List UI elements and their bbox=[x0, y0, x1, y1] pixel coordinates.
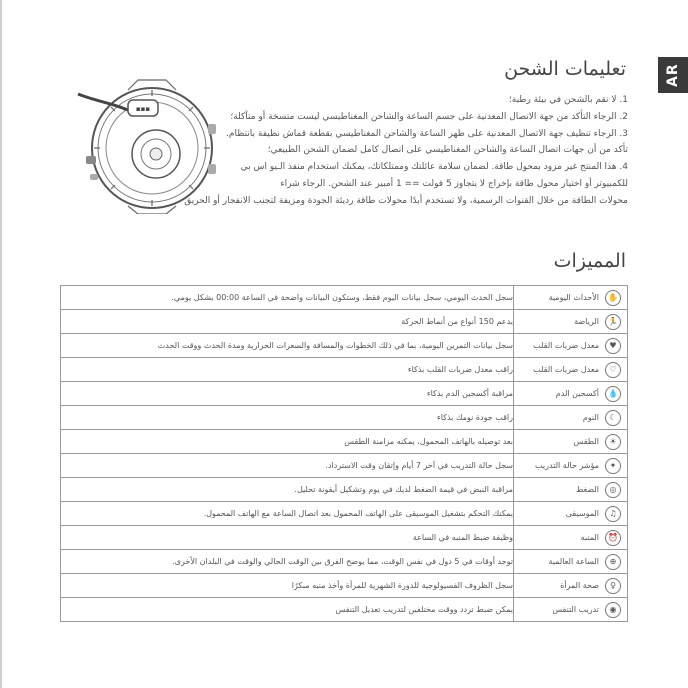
feature-name: أكسجين الدم bbox=[555, 389, 599, 398]
feature-description: سجل الظروف الفسيولوجية للدورة الشهرية للمرأة وأخذ منبه مبكرًا bbox=[61, 574, 514, 598]
feature-name: النوم bbox=[582, 413, 599, 422]
feature-description: يمكن ضبط تردد ووقت مختلفين لتدريب تعديل التنفس bbox=[61, 598, 514, 622]
charging-title: تعليمات الشحن bbox=[504, 58, 626, 80]
feature-row bbox=[61, 430, 628, 454]
feature-description: يمكنك التحكم بتشغيل الموسيقى على الهاتف المحمول بعد اتصال الساعة مع الهاتف المحمول. bbox=[61, 502, 514, 526]
instruction-line: 4. هذا المنتج غير مزود بمحول طاقة. لضمان سلامة عائلتك وممتلكاتك، يمكنك استخدام منفذ الـيو اس بي bbox=[240, 162, 628, 173]
instruction-line: 2. الرجاء التأكد من جهة الاتصال المعدنية على جسم الساعة والشاحن المغناطيسي ليست متسخة أو متآكلة؛ bbox=[230, 111, 628, 122]
feature-description: وظيفة ضبط المنبه في الساعة bbox=[61, 526, 514, 550]
heart-monitor-icon: ♡ bbox=[605, 362, 621, 378]
feature-row bbox=[61, 526, 628, 550]
feature-name: الموسيقى bbox=[565, 509, 599, 518]
feature-row bbox=[61, 334, 628, 358]
feature-name-cell bbox=[514, 310, 628, 334]
feature-row bbox=[61, 454, 628, 478]
feature-description: توجد أوقات في 5 دول في نفس الوقت، مما يوضح الفرق بين الوقت الحالي والوقت في البلدان الأخرى. bbox=[61, 550, 514, 574]
feature-name-cell bbox=[514, 502, 628, 526]
activity-icon: ✋ bbox=[605, 290, 621, 306]
feature-name-cell bbox=[514, 478, 628, 502]
feature-name: مؤشر حالة التدريب bbox=[535, 461, 599, 470]
female-health-icon: ♀ bbox=[605, 578, 621, 594]
feature-name-cell bbox=[514, 598, 628, 622]
charging-instructions bbox=[158, 92, 628, 210]
pressure-icon: ◎ bbox=[605, 482, 621, 498]
feature-name: الطقس bbox=[573, 437, 599, 446]
feature-name: المنبه bbox=[580, 533, 599, 542]
instruction-line: 1. لا تقم بالشحن في بيئة رطبة؛ bbox=[508, 95, 628, 105]
feature-description: سجل حالة التدريب في آخر 7 أيام وإتقان وقت الاسترداد. bbox=[61, 454, 514, 478]
heart-rate-icon: ♥ bbox=[605, 338, 621, 354]
feature-row bbox=[61, 382, 628, 406]
feature-name-cell bbox=[514, 574, 628, 598]
world-clock-icon: ⊕ bbox=[605, 554, 621, 570]
instruction-line: 3. الرجاء تنظيف جهة الاتصال المعدنية على ظهر الساعة والشاحن المغناطيسي بقطعة قماش نظيفة بانتظام. bbox=[226, 128, 628, 139]
feature-name-cell bbox=[514, 334, 628, 358]
feature-row bbox=[61, 406, 628, 430]
feature-name: تدريب التنفس bbox=[552, 605, 599, 614]
feature-description: مراقبة أكسجين الدم بذكاء bbox=[61, 382, 514, 406]
feature-name-cell bbox=[514, 406, 628, 430]
instruction-line: للكمبيوتر أو اختيار محول طاقة بإخراج لا يتجاوز 5 فولت == 1 أمبير عند الشحن. الرجاء شراء bbox=[280, 178, 628, 189]
alarm-clock-icon: ⏰ bbox=[605, 530, 621, 546]
feature-name-cell bbox=[514, 358, 628, 382]
feature-name: صحة المرأة bbox=[560, 581, 599, 590]
instruction-line: تأكد من أن جهات اتصال الساعة والشاحن المغناطيسي على اتصال كامل لضمان الشحن الطبيعي؛ bbox=[267, 145, 628, 156]
feature-row bbox=[61, 502, 628, 526]
feature-row bbox=[61, 310, 628, 334]
feature-name: معدل ضربات القلب bbox=[533, 365, 599, 374]
music-note-icon: ♫ bbox=[605, 506, 621, 522]
feature-description: بعد توصيله بالهاتف المحمول، يمكنه مزامنة الطقس bbox=[61, 430, 514, 454]
feature-name-cell bbox=[514, 550, 628, 574]
feature-row bbox=[61, 478, 628, 502]
feature-description: سجل بيانات التمرين اليومية، بما في ذلك الخطوات والمسافة والسعرات الحرارية ومدة الحدث ووقت الحدث bbox=[61, 334, 514, 358]
feature-description: راقب جودة نومك بذكاء bbox=[61, 406, 514, 430]
language-tab: AR bbox=[658, 57, 688, 93]
features-title: المميزات bbox=[553, 250, 626, 272]
feature-name-cell bbox=[514, 430, 628, 454]
feature-name: الضغط bbox=[575, 485, 599, 494]
feature-name-cell bbox=[514, 382, 628, 406]
feature-description: سجل الحدث اليومي، سجل بيانات اليوم فقط، وستكون البيانات واضحة في الساعة 00:00 بشكل يومي. bbox=[61, 286, 514, 310]
feature-name: الساعة العالمية bbox=[548, 557, 599, 566]
feature-name: الرياضة bbox=[574, 317, 599, 326]
feature-row bbox=[61, 574, 628, 598]
breathing-icon: ◉ bbox=[605, 602, 621, 618]
instruction-line: محولات الطاقة من خلال القنوات الرسمية، ولا تستخدم أبدًا محولات طاقة رديئة الجودة ومزيفة لتجنب الانفجار أو الحريق bbox=[184, 195, 628, 206]
feature-name-cell bbox=[514, 286, 628, 310]
feature-row bbox=[61, 286, 628, 310]
page-edge-rule bbox=[0, 0, 2, 688]
sleep-moon-icon: ☾ bbox=[605, 410, 621, 426]
running-icon: 🏃 bbox=[605, 314, 621, 330]
feature-row bbox=[61, 550, 628, 574]
oxygen-drop-icon: 💧 bbox=[605, 386, 621, 402]
feature-row bbox=[61, 358, 628, 382]
feature-name: معدل ضربات القلب bbox=[533, 341, 599, 350]
training-state-icon: ✦ bbox=[605, 458, 621, 474]
weather-icon: ☀ bbox=[605, 434, 621, 450]
feature-description: يدعم 150 أنواع من أنماط الحركة bbox=[61, 310, 514, 334]
feature-row bbox=[61, 598, 628, 622]
features-table bbox=[60, 285, 628, 622]
feature-name-cell bbox=[514, 526, 628, 550]
feature-name-cell bbox=[514, 454, 628, 478]
feature-description: مراقبة النبض في قيمة الضغط لديك في يوم وتشكيل أيقونة تحليل. bbox=[61, 478, 514, 502]
feature-name: الأحداث اليومية bbox=[548, 293, 599, 302]
feature-description: راقب معدل ضربات القلب بذكاء bbox=[61, 358, 514, 382]
svg-text:▪▪▪: ▪▪▪ bbox=[135, 105, 151, 113]
